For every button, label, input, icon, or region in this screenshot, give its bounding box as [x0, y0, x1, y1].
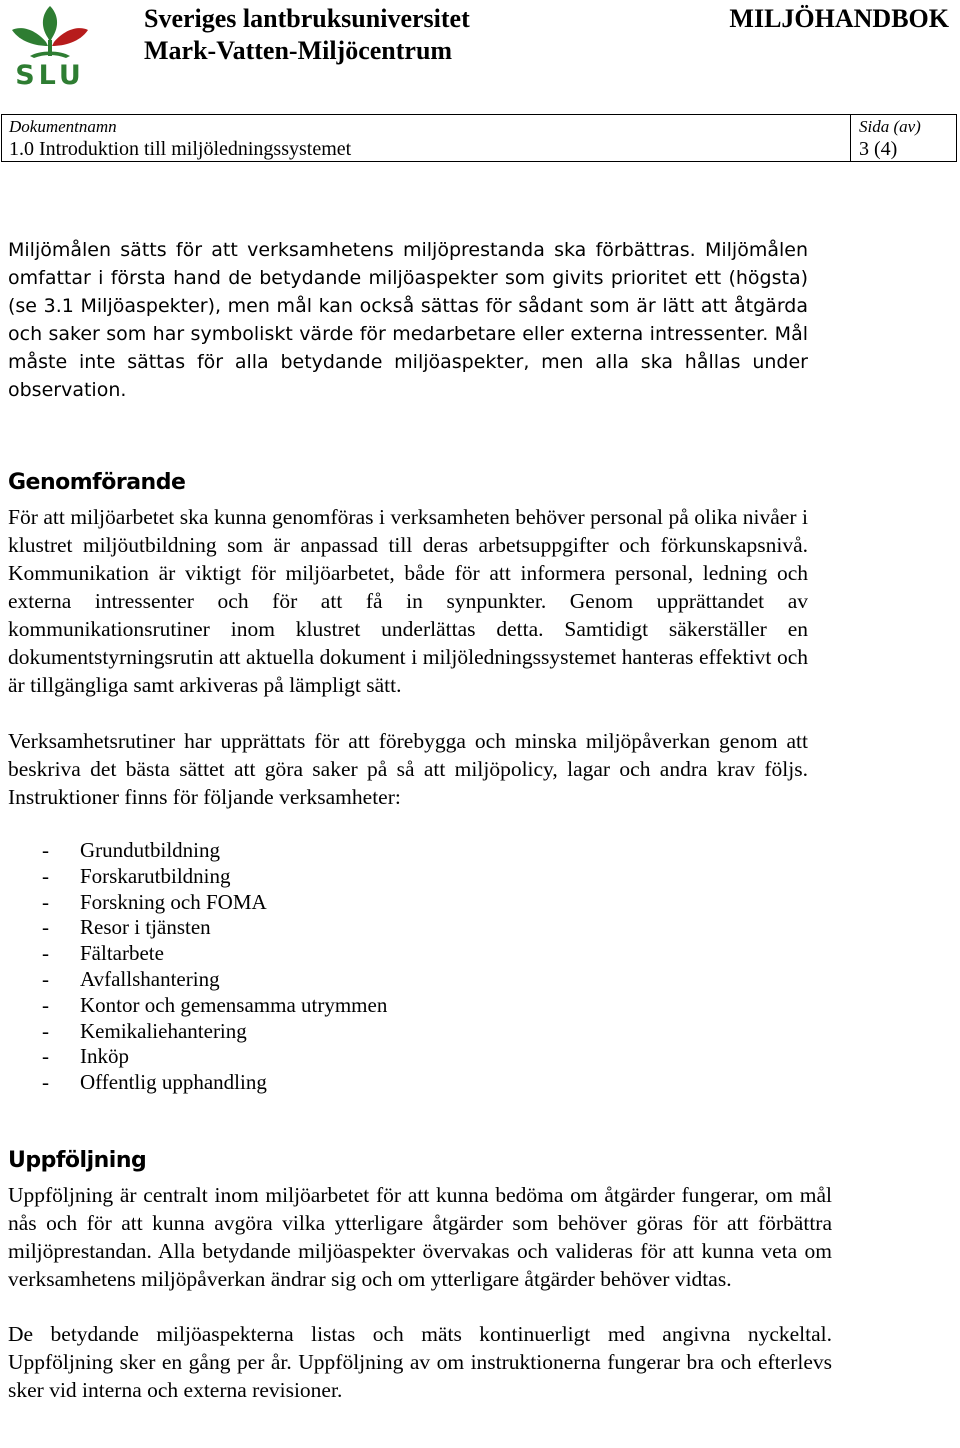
activity-list [8, 838, 808, 1096]
page-header [0, 0, 960, 110]
list-item-text: Fältarbete [80, 941, 164, 966]
heading-genomforande: Genomförande [8, 470, 186, 495]
list-item-text: Kontor och gemensamma utrymmen [80, 992, 388, 1017]
uppfoljning-paragraph-1: Uppföljning är centralt inom miljöarbetet för att kunna bedöma om åtgärder fungerar, om mål nås och för att kunna avgöra vilka ytterligare åtgärder som behöver göras för att förbättra miljöprestandan. Alla betydande miljöaspekter övervakas och valideras för att kunna veta om verksamhetens miljöpåverkan ändrar sig och om ytterligare åtgärder behöver vidtas. [8, 1182, 832, 1291]
document-body [8, 236, 832, 1404]
slu-logo [6, 2, 94, 88]
page-label: Sida (av) [859, 117, 921, 136]
list-item [8, 993, 808, 1019]
list-item-text: Inköp [80, 1044, 129, 1069]
genomforande-paragraph-1: För att miljöarbetet ska kunna genomföras i verksamheten behöver personal på olika nivåer i klustret miljöutbildning som är anpassad till deras arbetsuppgifter och förkunskapsnivå. Kommunikation är viktigt för miljöarbetet, både för att informera personal, ledning och externa intressenter och för att få in synpunkter. Genom upprättandet av kommunikationsrutiner inom klustret underlättas detta. Samtidigt säkerställer en dokumentstyrningsrutin att aktuella dokument i miljöledningssystemet hanteras effektivt och är tillgängliga samt arkiveras på lämpligt sätt. [8, 505, 808, 697]
list-item-text: Grundutbildning [80, 838, 220, 862]
list-item [8, 864, 808, 890]
list-dash: - [42, 838, 49, 862]
list-dash: - [42, 992, 49, 1017]
list-item-text: Forskning och FOMA [80, 889, 267, 914]
list-dash: - [42, 1044, 49, 1069]
uppfoljning-paragraph-2: De betydande miljöaspekterna listas och mäts kontinuerligt med angivna nyckeltal. Uppföljning sker en gång per år. Uppföljning av om instruktionerna fungerar bra och efterlevs sker vid interna och externa revisioner. [8, 1321, 832, 1402]
list-dash: - [42, 889, 49, 914]
intro-paragraph: Miljömålen sätts för att verksamhetens miljöprestanda ska förbättras. Miljömålen omfattar i första hand de betydande miljöaspekter som givits prioritet ett (högsta) (se 3.1 Miljöaspekter), men mål kan också sättas för sådant som är lätt att åtgärda och saker som har symboliskt värde för medarbetare eller externa intressenter. Mål måste inte sättas för alla betydande miljöaspekter, men alla ska hållas under observation. [8, 239, 808, 401]
org-unit: Mark-Vatten-Miljöcentrum [144, 36, 453, 65]
list-dash: - [42, 863, 49, 888]
genomforande-paragraph-2: Verksamhetsrutiner har upprättats för att förebygga och minska miljöpåverkan genom att beskriva det bästa sättet att göra saker på så att miljöpolicy, lagar och andra krav följs. Instruktioner finns för följande verksamheter: [8, 729, 808, 809]
list-item-text: Resor i tjänsten [80, 915, 211, 940]
list-item [8, 838, 808, 864]
list-item-text: Avfallshantering [80, 966, 220, 991]
list-item [8, 941, 808, 967]
table-divider [850, 115, 851, 161]
list-item [8, 1044, 808, 1070]
doc-name-label: Dokumentnamn [9, 117, 117, 136]
doc-name-value: 1.0 Introduktion till miljöledningssystemet [9, 138, 352, 160]
page-number: 3 (4) [859, 138, 898, 160]
list-item [8, 890, 808, 916]
list-item [8, 967, 808, 993]
org-name: Sveriges lantbruksuniversitet [144, 4, 470, 33]
document-info-table [1, 114, 957, 162]
logo-text: SLU [15, 60, 85, 88]
list-item-text: Kemikaliehantering [80, 1018, 247, 1043]
list-item [8, 1070, 808, 1096]
list-dash: - [42, 1018, 49, 1043]
list-dash: - [42, 915, 49, 940]
list-item-text: Forskarutbildning [80, 863, 231, 888]
list-dash: - [42, 1070, 49, 1095]
list-item [8, 915, 808, 941]
list-item-text: Offentlig upphandling [80, 1070, 267, 1095]
list-dash: - [42, 966, 49, 991]
list-item [8, 1019, 808, 1045]
list-dash: - [42, 941, 49, 966]
handbook-title: MILJÖHANDBOK [729, 4, 949, 33]
heading-uppfoljning: Uppföljning [8, 1147, 147, 1173]
